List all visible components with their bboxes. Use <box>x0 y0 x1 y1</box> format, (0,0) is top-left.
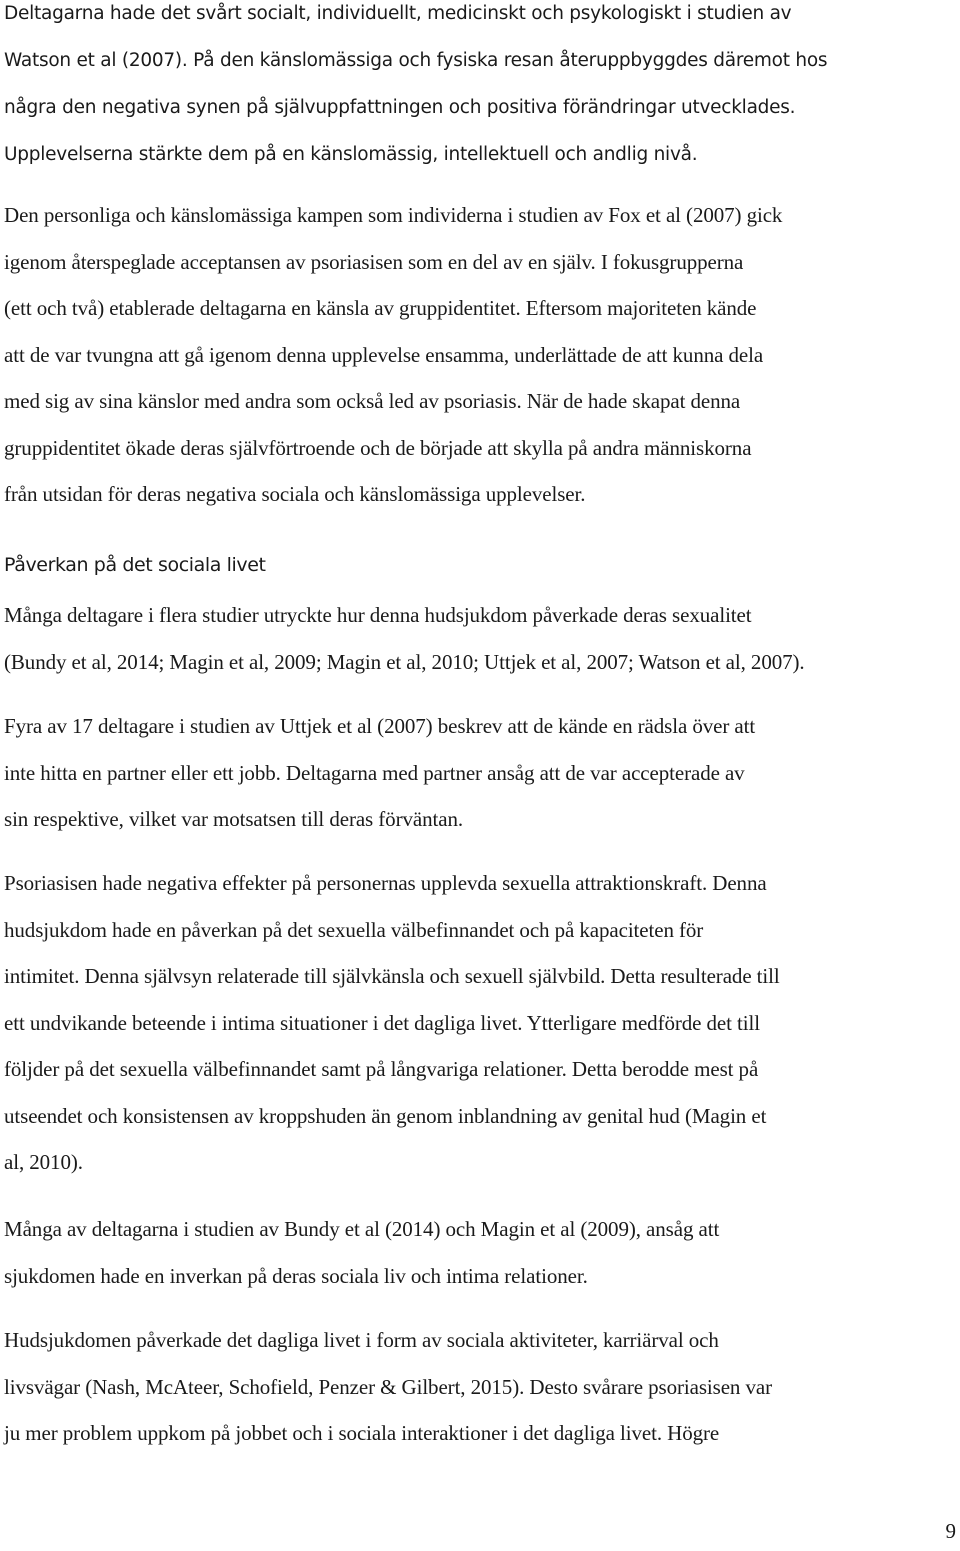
text-line: hudsjukdom hade en påverkan på det sexuella välbefinnandet och på kapaciteten för <box>4 917 704 942</box>
text-line: ju mer problem uppkom på jobbet och i sociala interaktioner i det dagliga livet. Högre <box>4 1421 720 1445</box>
text-line: intimitet. Denna självsyn relaterade till självkänsla och sexuell självbild. Detta resulterade till <box>4 964 780 988</box>
text-line: Många deltagare i flera studier utryckte hur denna hudsjukdom påverkade deras sexualitet <box>4 603 752 627</box>
paragraph-watson-summary <box>4 0 827 178</box>
text-line: några den negativa synen på självuppfattningen och positiva förändringar utvecklades. <box>4 97 796 118</box>
text-line: igenom återspeglade acceptansen av psoriasisen som en del av en själv. I fokusgrupperna <box>4 249 744 274</box>
paragraph-fox-group-identity <box>4 192 782 518</box>
text-line: Psoriasisen hade negativa effekter på personernas upplevda sexuella attraktionskraft. Denna <box>4 871 767 895</box>
text-line: (ett och två) etablerade deltagarna en känsla av gruppidentitet. Eftersom majoriteten kände <box>4 296 757 320</box>
section-heading: Påverkan på det sociala livet <box>4 554 266 576</box>
paragraph-attraction-effects <box>4 860 780 1186</box>
text-line: följder på det sexuella välbefinnandet samt på långvariga relationer. Detta berodde mest på <box>4 1057 759 1081</box>
text-line: Hudsjukdomen påverkade det dagliga livet i form av sociala aktiviteter, karriärval och <box>4 1328 719 1352</box>
document-page <box>4 0 956 1551</box>
text-line: Fyra av 17 deltagare i studien av Uttjek et al (2007) beskrev att de kände en rädsla över att <box>4 714 756 738</box>
text-line: (Bundy et al, 2014; Magin et al, 2009; Magin et al, 2010; Uttjek et al, 2007; Watson et al, 2007). <box>4 649 805 674</box>
text-line: gruppidentitet ökade deras självförtroende och de började att skylla på andra människorna <box>4 435 752 460</box>
text-line: med sig av sina känslor med andra som också led av psoriasis. När de hade skapat denna <box>4 389 741 413</box>
paragraph-uttjek-partner-fear <box>4 703 755 843</box>
paragraph-sexuality-studies <box>4 592 805 685</box>
text-line: ett undvikande beteende i intima situationer i det dagliga livet. Ytterligare medförde det till <box>4 1010 760 1035</box>
text-line: al, 2010). <box>4 1150 83 1174</box>
text-line: från utsidan för deras negativa sociala och känslomässiga upplevelser. <box>4 482 586 506</box>
text-line: sin respektive, vilket var motsatsen till deras förväntan. <box>4 807 463 831</box>
page-number: 9 <box>945 1519 956 1543</box>
paragraph-daily-life-impact <box>4 1317 772 1457</box>
paragraph-bundy-magin-social-life <box>4 1206 719 1299</box>
text-line: Många av deltagarna i studien av Bundy et al (2014) och Magin et al (2009), ansåg att <box>4 1217 720 1241</box>
text-line: att de var tvungna att gå igenom denna upplevelse ensamma, underlättade de att kunna dela <box>4 342 764 367</box>
text-line: Den personliga och känslomässiga kampen som individerna i studien av Fox et al (2007) gick <box>4 203 783 227</box>
text-line: sjukdomen hade en inverkan på deras sociala liv och intima relationer. <box>4 1263 588 1288</box>
text-line: Watson et al (2007). På den känslomässiga och fysiska resan återuppbyggdes däremot hos <box>4 50 828 71</box>
text-line: Deltagarna hade det svårt socialt, individuellt, medicinskt och psykologiskt i studien av <box>4 3 792 24</box>
text-line: inte hitta en partner eller ett jobb. Deltagarna med partner ansåg att de var accepterade av <box>4 760 745 785</box>
text-line: Upplevelserna stärkte dem på en känslomässig, intellektuell och andlig nivå. <box>4 144 698 165</box>
text-line: utseendet och konsistensen av kroppshuden än genom inblandning av genital hud (Magin et <box>4 1103 767 1128</box>
text-line: livsvägar (Nash, McAteer, Schofield, Penzer & Gilbert, 2015). Desto svårare psoriasisen var <box>4 1374 772 1399</box>
